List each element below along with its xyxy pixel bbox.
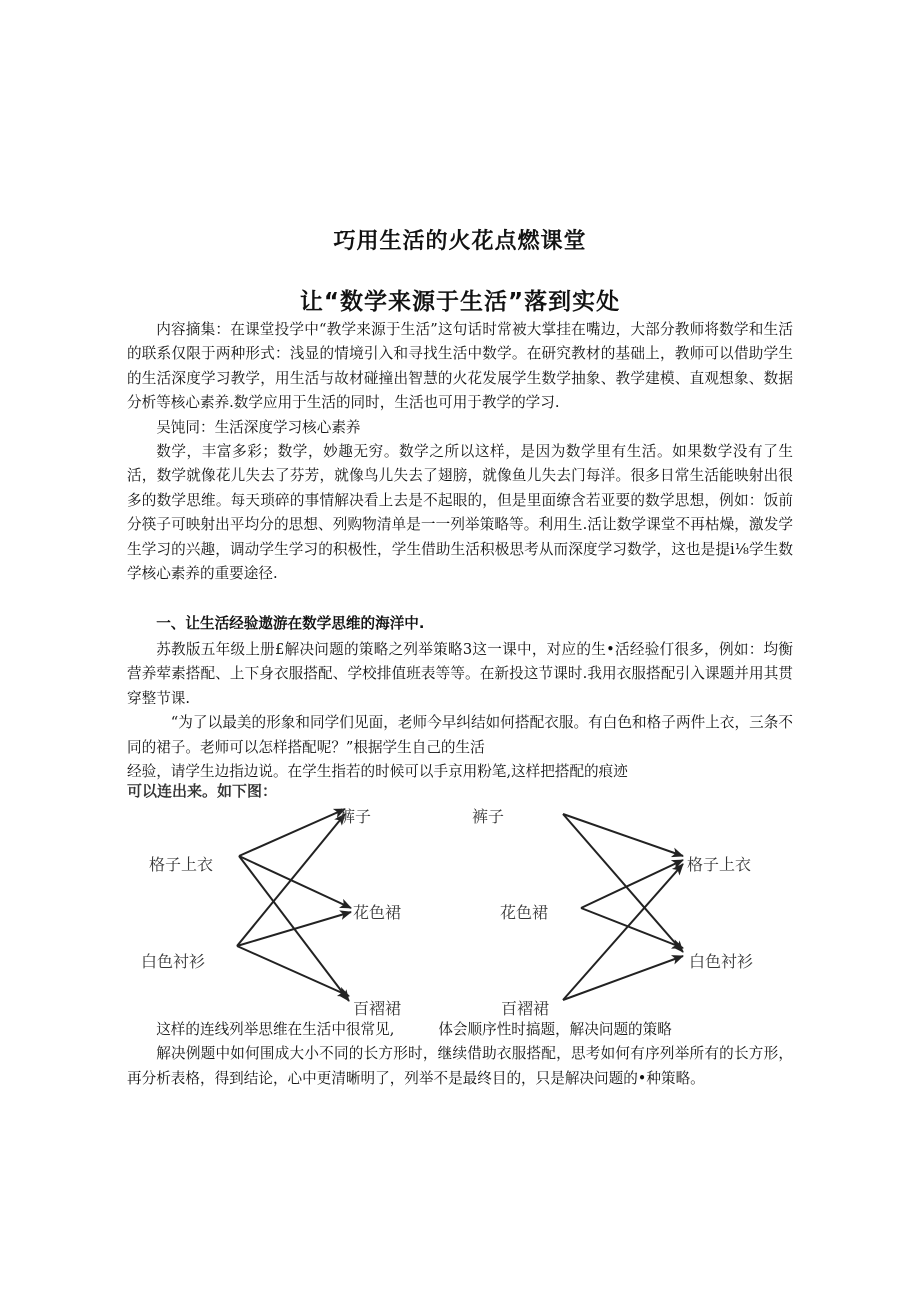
body-paragraph-4b: 体会顺序性时搞题，解决问题的策略 bbox=[438, 1021, 672, 1038]
left-pants-label: 裤子 bbox=[339, 807, 372, 826]
right-plaid-top-label: 格子上衣 bbox=[687, 855, 752, 874]
arrow-right-6 bbox=[563, 956, 683, 1000]
body-paragraph-4a: 这样的连线列举思维在生活中很常见, bbox=[156, 1021, 395, 1038]
body-paragraph-5: 解决例题中如何围成大小不同的长方形时，继续借助衣服搭配，思考如何有序列举所有的长方形，再分析表格，得到结论，心中更清晰明了，列举不是最终目的，只是解决问题的•种策略。 bbox=[127, 1045, 793, 1087]
intro-section bbox=[127, 318, 793, 586]
figure-caption: 可以连出来。如下图： bbox=[127, 782, 278, 800]
section-heading-1: 一、让生活经验遨游在数学思维的海洋中. bbox=[156, 615, 425, 632]
right-pleated-skirt-label: 百褶裙 bbox=[501, 999, 550, 1018]
arrow-right-3 bbox=[581, 860, 683, 908]
title-line-1: 巧用生活的火花点燃课堂 bbox=[333, 229, 587, 254]
abstract-paragraph: 内容摘集：在课堂投学中“教学来源于生活”这句话时常被大掌挂在嘴边，大部分教师将数学和生活的联系仅限于两种形式：浅显的情境引入和寻找生活中数学。在研究教材的基础上，教师可以借助学生的生活深度学习教学，用生活与故材碰撞出智慧的火花发展学生数学抽象、教学建模、直观想象、数据分析等核心素养.数学应用于生活的同时，生活也可用于教学的学习. bbox=[127, 321, 793, 412]
arrow-lines bbox=[127, 796, 793, 1022]
right-pants-label: 裤子 bbox=[472, 807, 505, 826]
right-floral-skirt-label: 花色裙 bbox=[500, 903, 549, 922]
title-line-2: 让“数学来源于生活”落到实处 bbox=[299, 289, 621, 315]
closing-section bbox=[127, 1018, 793, 1091]
keywords-paragraph: 吴饨同：生活深度学习核心素养 bbox=[156, 418, 361, 436]
body-paragraph-1: 数学，丰富多彩；数学，妙趣无穷。数学之所以这样，是因为数学里有生活。如果数学没有了生活，数学就像花儿失去了芬芳，就像鸟儿失去了翅膀，就像鱼儿失去门每洋。很多日常生活能映射出很多的数学思维。每天琐碎的事情解决看上去是不起眼的，但是里面缭含若亚要的数学思想，例如：饭前分筷子可映射出平均分的思想、列购物清单是一一列举策略等。利用生.活让数学课堂不再枯燥，激发学生学习的兴趣，调动学生学习的积极性，学生借助生活积极思考从而深度学习数学，这也是提i⅛学生数学核心素养的重要途径. bbox=[127, 443, 793, 583]
body-paragraph-3: “为了以最美的形象和同学们见面，老师今早纠结如何搭配衣服。有白色和格子两件上衣，三条不同的裙子。老师可以怎样搭配呢？”根据学生自己的生活 bbox=[127, 714, 793, 756]
arrow-left-5 bbox=[237, 912, 351, 946]
left-pleated-skirt-label: 百褶裙 bbox=[353, 999, 402, 1018]
body-paragraph-3b: 经验，请学生边指边说。在学生指若的时候可以手京用粉笔,这样把搭配的痕迹 bbox=[127, 763, 628, 781]
section-1-body bbox=[127, 638, 793, 784]
arrow-right-4 bbox=[581, 908, 683, 948]
matching-diagram bbox=[127, 796, 793, 1022]
left-plaid-top-label: 格子上衣 bbox=[149, 855, 214, 874]
right-white-shirt-label: 白色衬衫 bbox=[689, 952, 754, 971]
arrow-left-6 bbox=[237, 946, 349, 996]
left-white-shirt-label: 白色衬衫 bbox=[141, 952, 206, 971]
arrow-left-2 bbox=[239, 856, 351, 908]
left-floral-skirt-label: 花色裙 bbox=[353, 903, 402, 922]
body-paragraph-2: 苏教版五年级上册£解决问题的策略之列举策略3这一课中，对应的生•活经验仃很多，例如：均衡营养荤素搭配、上下身衣服搭配、学校排值班表等等。在新投这节课时.我用衣服搭配引入课题并用其贯穿整节课. bbox=[127, 641, 793, 707]
body-paragraph-4 bbox=[127, 1018, 793, 1042]
